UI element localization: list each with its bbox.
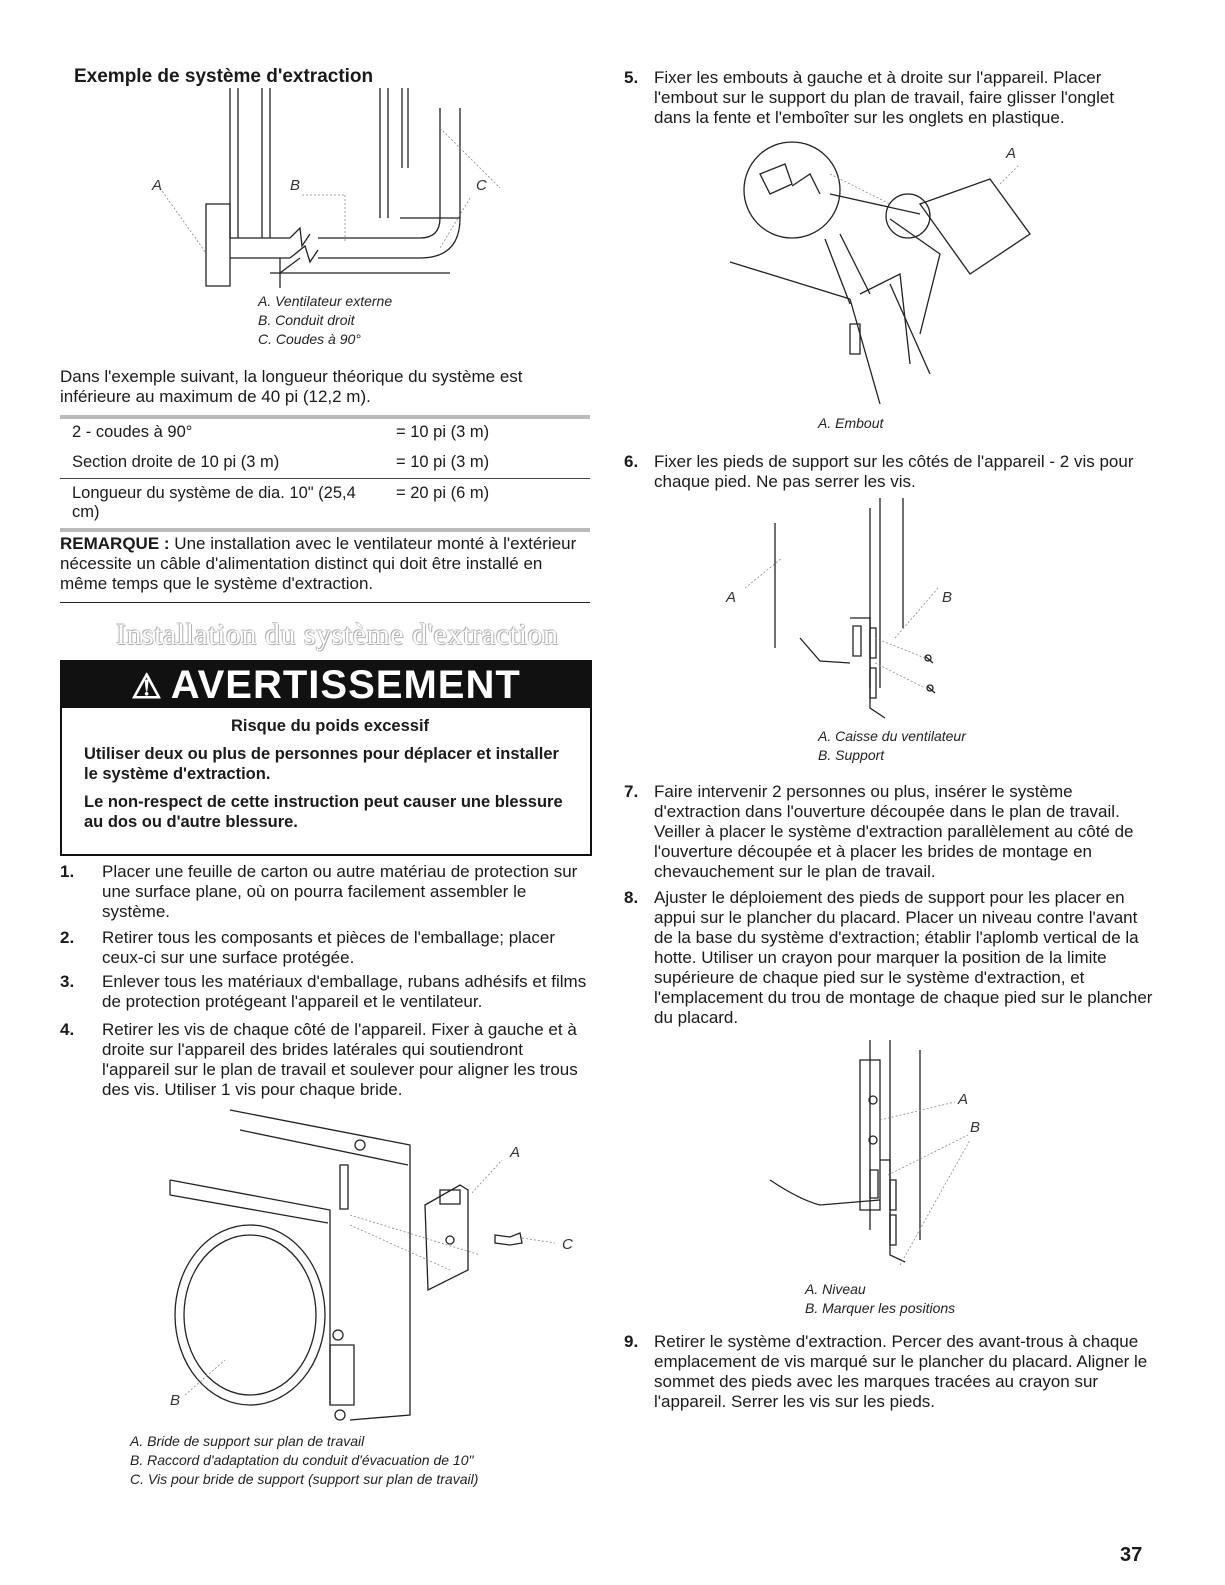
fig2-captions (130, 1432, 478, 1489)
warning-line-2: Le non-respect de cette instruction peut causer une blessure au dos ou d'autre blessure. (84, 793, 563, 831)
step-number: 5. (624, 68, 639, 87)
length-table (60, 415, 590, 532)
table-row (60, 417, 590, 444)
table-row (60, 444, 590, 479)
step-number: 2. (60, 928, 75, 947)
fig4-label-a: A (726, 589, 737, 606)
step-7 (624, 782, 1154, 882)
page-number: 37 (1120, 1544, 1143, 1566)
warning-banner (62, 662, 590, 708)
step-number: 1. (60, 862, 75, 881)
step-number: 6. (624, 452, 639, 471)
fig5-label-b: B (970, 1119, 981, 1136)
step-text: Enlever tous les matériaux d'emballage, rubans adhésifs et films de protection protégeant l'appareil et le ventilateur. (102, 972, 587, 1011)
step-3 (60, 972, 590, 1012)
step-number: 7. (624, 782, 639, 801)
step-number: 9. (624, 1332, 639, 1351)
fig2-caption-c: C. Vis pour bride de support (support sur plan de travail) (130, 1471, 479, 1487)
step-text: Retirer les vis de chaque côté de l'appareil. Fixer à gauche et à droite sur l'appareil des brides latérales qui soutiendront l'appareil sur le plan de travail et soulever pour aligner les trous des vis. Utiliser 1 vis pour chaque bride. (102, 1020, 578, 1099)
step-text: Retirer tous les composants et pièces de l'emballage; placer ceux-ci sur une surface protégée. (102, 928, 556, 967)
fig5-label-a: A (958, 1091, 969, 1108)
warning-body (84, 716, 576, 840)
step-4 (60, 1020, 590, 1100)
fig3-caption-a: A. Embout (818, 415, 884, 431)
table-label: Longueur du système de dia. 10" (25,4 cm) (60, 479, 384, 531)
fig4-label-b: B (942, 589, 953, 606)
step-number: 3. (60, 972, 75, 991)
fig2-caption-b: B. Raccord d'adaptation du conduit d'évacuation de 10" (130, 1452, 474, 1468)
table-value: = 10 pi (3 m) (396, 453, 490, 471)
table-label: 2 - coudes à 90° (60, 417, 384, 444)
step-number: 8. (624, 888, 639, 907)
fig3-captions (818, 414, 883, 433)
warning-triangle-icon: ⚠ (131, 668, 163, 706)
install-title: Installation du système d'extraction (116, 618, 559, 651)
step-1 (60, 862, 590, 922)
fig1-label-a: A (152, 177, 163, 194)
fig2-caption-a: A. Bride de support sur plan de travail (130, 1433, 365, 1449)
fig2-label-c: C (562, 1236, 573, 1253)
section-heading: Exemple de système d'extraction (74, 66, 374, 87)
figure-duct-system (140, 88, 487, 288)
step-8 (624, 888, 1154, 1028)
note-label: REMARQUE : (60, 534, 170, 553)
table-value: = 10 pi (3 m) (384, 417, 590, 444)
step-6 (624, 452, 1154, 492)
figure-support-legs (720, 498, 970, 723)
warning-line-1: Utiliser deux ou plus de personnes pour déplacer et installer le système d'extraction. (84, 745, 559, 783)
fig4-captions (818, 727, 966, 765)
step-text: Fixer les embouts à gauche et à droite sur l'appareil. Placer l'embout sur le support du plan de travail, faire glisser l'onglet dans la fente et l'emboîter sur les onglets en plastique. (654, 68, 1115, 127)
fig1-caption-b: B. Conduit droit (258, 312, 355, 328)
step-text: Retirer le système d'extraction. Percer des avant-trous à chaque emplacement de vis marqué sur le plancher du placard. Aligner le sommet des pieds avec les marques tracées au crayon sur l'appareil. Serrer les vis sur les pieds. (654, 1332, 1148, 1411)
step-2 (60, 928, 590, 968)
note-paragraph (60, 534, 590, 594)
figure-level-marks (760, 1040, 1000, 1275)
fig1-caption-c: C. Coudes à 90° (258, 331, 361, 347)
fig2-label-a: A (510, 1144, 521, 1161)
fig3-label-a: A (1006, 145, 1017, 162)
step-9 (624, 1332, 1154, 1412)
table-row (60, 479, 590, 531)
step-number: 4. (60, 1020, 75, 1039)
step-5 (624, 68, 1154, 128)
warning-banner-text: AVERTISSEMENT (170, 663, 521, 707)
fig1-label-c: C (476, 177, 487, 194)
fig4-caption-b: B. Support (818, 747, 885, 763)
step-text: Ajuster le déploiement des pieds de support pour les placer en appui sur le plancher du placard. Placer un niveau contre l'avant de la base du système d'extraction; établir l'aplomb vertical de la hotte. Utiliser un crayon pour marquer la position de la limite supérieure de chaque pied sur le système d'extraction, et l'emplacement du trou de montage de chaque pied sur le plancher du placard. (654, 888, 1153, 1027)
fig4-caption-a: A. Caisse du ventilateur (818, 728, 966, 744)
fig1-caption-a: A. Ventilateur externe (258, 293, 393, 309)
table-label: Section droite de 10 pi (3 m) (72, 453, 280, 471)
note-text: Une installation avec le ventilateur monté à l'extérieur nécessite un câble d'alimentation distinct qui doit être installé en même temps que le système d'extraction. (60, 534, 577, 593)
intro-paragraph: Dans l'exemple suivant, la longueur théorique du système est inférieure au maximum de 40 pi (12,2 m). (60, 367, 523, 406)
fig5-caption-a: A. Niveau (805, 1281, 866, 1297)
figure-bracket (150, 1105, 590, 1427)
fig1-captions (258, 292, 392, 349)
figure-end-cap (730, 134, 1050, 404)
fig2-label-b: B (170, 1392, 181, 1409)
step-text: Faire intervenir 2 personnes ou plus, insérer le système d'extraction dans l'ouverture découpée dans le plan de travail. Veiller à placer le système d'extraction parallèlement au côté de l'ouverture découpée et à placer les brides de montage en chevauchement sur le plan de travail. (654, 782, 1134, 881)
divider (60, 602, 590, 603)
step-text: Fixer les pieds de support sur les côtés de l'appareil - 2 vis pour chaque pied. Ne pas serrer les vis. (654, 452, 1134, 491)
warning-title: Risque du poids excessif (230, 717, 430, 735)
fig5-caption-b: B. Marquer les positions (805, 1300, 956, 1316)
fig1-label-b: B (290, 177, 301, 194)
fig5-captions (805, 1280, 955, 1318)
table-value: = 20 pi (6 m) (384, 479, 590, 531)
warning-box (60, 660, 592, 856)
step-text: Placer une feuille de carton ou autre matériau de protection sur une surface plane, où on pourra facilement assembler le système. (102, 862, 578, 921)
